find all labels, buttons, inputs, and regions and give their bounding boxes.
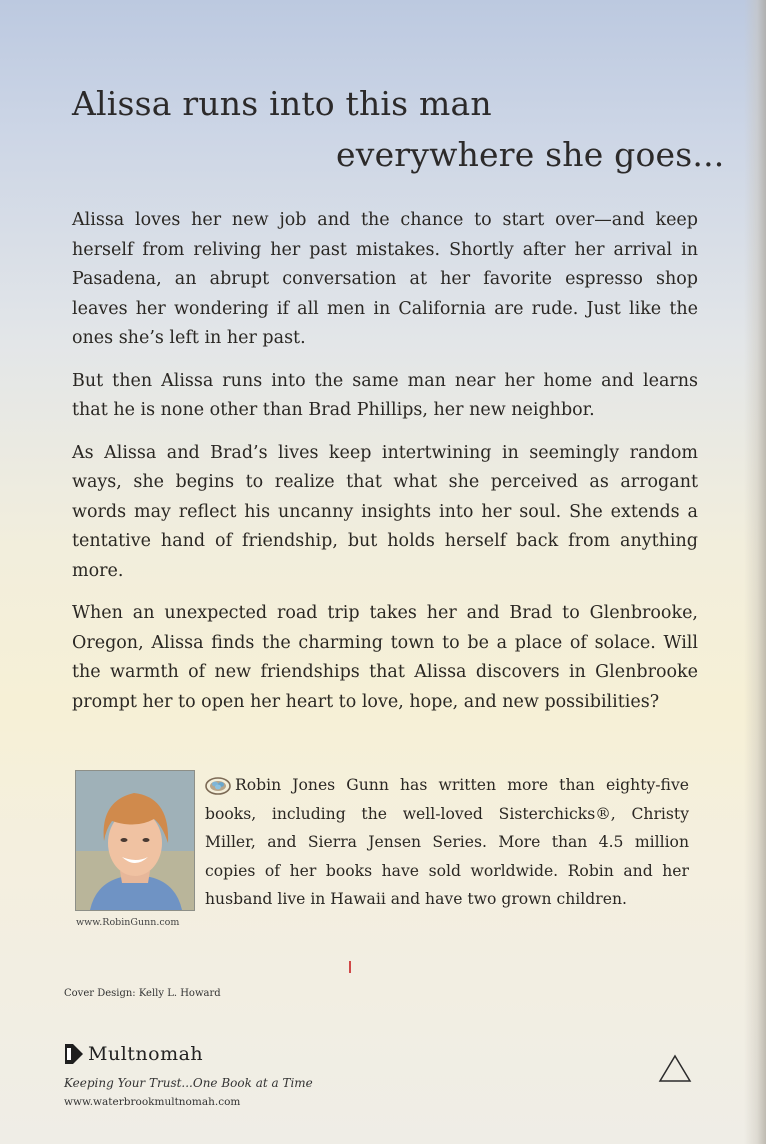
cover-design-credit: Cover Design: Kelly L. Howard — [64, 988, 221, 999]
publisher-logo-row — [64, 1042, 203, 1066]
author-bio — [205, 771, 689, 914]
author-photo — [75, 770, 195, 911]
triangle-icon — [658, 1053, 692, 1083]
publisher-name: Multnomah — [88, 1043, 204, 1065]
description-paragraph: As Alissa and Brad’s lives keep intertwining in seemingly random ways, she begins to realize that what she perceived as arrogant words may reflect his uncanny insights into her soul. She extends a tentative hand of friendship, but holds herself back from anything more. — [72, 442, 698, 581]
publisher-logo-icon — [64, 1042, 84, 1066]
headline-line-2: everywhere she goes... — [336, 135, 725, 174]
publisher-website: www.waterbrookmultnomah.com — [64, 1096, 241, 1108]
description-paragraph: Alissa loves her new job and the chance to start over—and keep herself from reliving her past mistakes. Shortly after her arrival in Pasadena, an abrupt conversation at her favorite espresso shop leaves her wondering if all men in California are rude. Just like the ones she’s left in her past. — [72, 210, 698, 348]
author-name: Robin Jones Gunn — [235, 776, 389, 794]
author-website-caption: www.RobinGunn.com — [76, 917, 180, 928]
author-bio-text: has written more than eighty-five books, including the well-loved Sisterchicks®, Christy Miller, and Sierra Jensen Series. More than 4.5 million copies of her books have sold worldwide. Robin and her husband live in Hawaii and have two grown children. — [205, 776, 689, 908]
description-paragraph: But then Alissa runs into the same man near her home and learns that he is none other than Brad Phillips, her new neighbor. — [72, 370, 698, 420]
book-description — [72, 206, 698, 730]
description-paragraph: When an unexpected road trip takes her and Brad to Glenbrooke, Oregon, Alissa finds the charming town to be a place of solace. Will the warmth of new friendships that Alissa discovers in Glenbrooke prompt her to open her heart to love, hope, and new possibilities? — [72, 603, 698, 712]
author-bio-paragraph — [205, 771, 689, 914]
publisher-tagline: Keeping Your Trust...One Book at a Time — [64, 1076, 313, 1090]
nest-icon — [205, 773, 231, 795]
page-edge-shadow — [744, 0, 766, 1144]
red-crop-mark — [349, 961, 351, 973]
headline-line-1: Alissa runs into this man — [72, 84, 492, 123]
